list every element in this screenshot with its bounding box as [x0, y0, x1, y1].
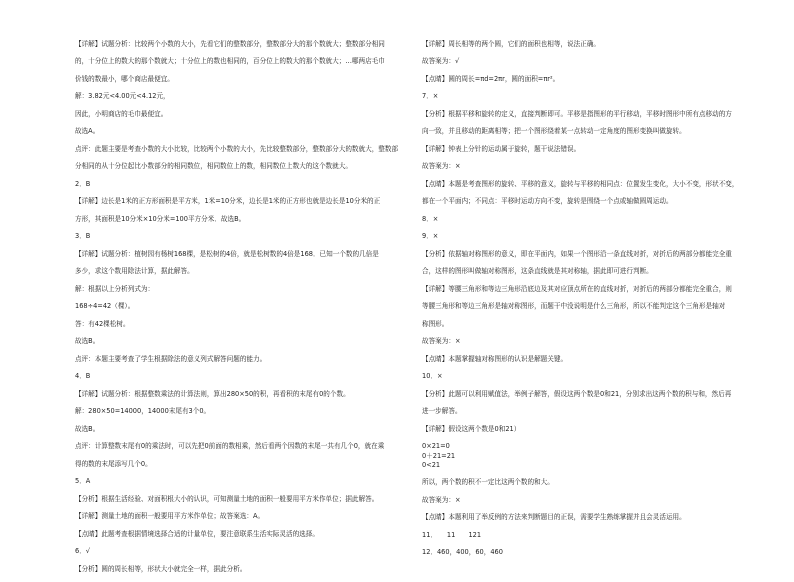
text-line: 都在一个平面内；不同点：平移时运动方向不变，旋转是围绕一个点或轴做圆周运动。: [422, 197, 673, 206]
text-line: 6．√: [75, 547, 90, 556]
text-line: 7．×: [422, 92, 439, 101]
text-line: 点评：计算整数末尾有0的乘法时，可以先把0前面的数相乘，然后看两个因数的末尾一共有几个0，就在乘: [75, 442, 385, 451]
text-line: 【点睛】此题考查根据情境选择合适的计量单位，要注意联系生活实际灵活的选择。: [75, 529, 319, 538]
text-line: 因此，小明商店的毛巾最便宜。: [75, 109, 168, 118]
right-column: [422, 40, 762, 566]
text-line: 向一致，并且移动的距离相等；把一个图形绕着某一点转动一定角度的图形变换叫做旋转。: [422, 127, 686, 136]
text-line: 故答案为：×: [422, 162, 461, 171]
text-line: 方形，其面积是10分米×10分米=100平方分米．故选B。: [75, 214, 246, 223]
text-line: 点评：此题主要是考查小数的大小比较，比较两个小数的大小，先比较整数部分，整数部分大的数就大，整数部: [75, 144, 399, 153]
text-line: 解：根据以上分析列式为：: [75, 284, 155, 293]
text-line: 【分析】根据生活经验、对面积根大小的认识，可知测量土地的面积一般要用平方米作单位；据此解答。: [75, 494, 379, 503]
text-line: 10．×: [422, 372, 443, 381]
text-line: 【点睛】本题掌握轴对称图形的认识是解题关键。: [422, 354, 568, 363]
text-line: 故选B。: [75, 424, 100, 433]
text-line: 故选B。: [75, 337, 100, 346]
text-line: 【详解】周长相等的两个圆，它们的面积也相等，说法正确。: [422, 40, 601, 48]
text-line: 【详解】假设这两个数是0和21）: [422, 424, 521, 433]
text-line: 解：280×50=14000，14000末尾有3个0。: [75, 407, 211, 416]
text-line: 【详解】试题分析：植树园有杨树168棵，是松树的4倍，就是松树数的4倍是168．已知一个数的几倍是: [75, 249, 379, 258]
text-line: 【详解】钟表上分针的运动属于旋转，题干说法错误。: [422, 144, 581, 153]
text-line: 2．B: [75, 179, 91, 188]
text-line: 【详解】试题分析：根据整数乘法的计算法则，算出280×50的积，再看积的末尾有0的个数。: [75, 389, 350, 398]
text-line: 故答案为：√: [422, 57, 460, 66]
text-line: 的，十分位上的数大的那个数就大；十分位上的数也相同的，百分位上的数大的那个数就大；…哪两店毛巾: [75, 57, 385, 66]
text-line: 11． 11 121: [422, 530, 482, 539]
text-line: 答：有42棵松树。: [75, 319, 130, 328]
text-line: 168÷4=42（棵）。: [75, 302, 135, 311]
text-line: 【点睛】圆的周长=πd=2πr，圆的面积=πr²。: [422, 74, 560, 83]
text-line: 解：3.82元<4.00元<4.12元，: [75, 92, 170, 101]
text-line: 4．B: [75, 372, 91, 381]
text-line: 3．B: [75, 232, 91, 241]
text-line: 故选A。: [75, 127, 100, 136]
text-line: 分相同的从十分位起比小数部分的相同数位，相同数位上的数，相同数位上数大的这个数就大。: [75, 162, 352, 171]
text-line: 【分析】圆的周长相等，形状大小就完全一样，据此分析。: [75, 564, 247, 573]
text-line: 12．460，400，60，460: [422, 548, 503, 557]
text-line: 等腰三角形和等边三角形是轴对称图形，而题干中没说明是什么三角形，所以不能判定这个三角形是轴对: [422, 302, 726, 311]
text-line: 【详解】试题分析：比较两个小数的大小，先看它们的整数部分，整数部分大的那个数就大；整数部分相同: [75, 40, 385, 48]
text-line: 【详解】测量土地的面积一般要用平方米作单位；故答案选：A。: [75, 512, 265, 521]
text-line: 【详解】边长是1米的正方形面积是平方米，1米=10分米，边长是1米的正方形也就是边长是10分米的正: [75, 197, 381, 206]
text-line: 进一步解答。: [422, 407, 462, 416]
text-line: 8．×: [422, 214, 439, 223]
text-line: 得的数的末尾添写几个0。: [75, 459, 152, 468]
text-line: 5．A: [75, 477, 91, 486]
text-line: 【分析】根据平移和旋转的定义，直接判断即可。平移是指图形的平行移动，平移时图形中所有点移动的方: [422, 109, 732, 118]
text-line: 【点睛】本题利用了举反例的方法来判断题目的正误，需要学生熟练掌握并且会灵活运用。: [422, 513, 686, 522]
text-line: 价钱的数最小，哪个商店最便宜。: [75, 74, 174, 83]
text-line: 合，这样的图形叫做轴对称图形，这条直线就是其对称轴，据此即可进行判断。: [422, 267, 653, 276]
text-line: 【点睛】本题是考查图形的旋转、平移的意义，旋转与平移的相同点：位置发生变化，大小不变，形状不变，: [422, 179, 739, 188]
left-column: [75, 40, 410, 582]
text-line: 多少，求这个数用除法计算，据此解答。: [75, 267, 194, 276]
text-line: 9．×: [422, 232, 439, 241]
text-line: 0＋21=21: [422, 451, 456, 460]
text-line: 点评：本题主要考查了学生根据除法的意义列式解答问题的能力。: [75, 354, 267, 363]
text-line: 称图形。: [422, 319, 449, 328]
text-line: 【详解】等腰三角形和等边三角形沿底边及其对应顶点所在的直线对折，对折后的两部分都能完全重合，则: [422, 284, 732, 293]
text-line: 0×21=0: [422, 442, 450, 451]
text-line: 【分析】依据轴对称图形的意义，即在平面内，如果一个图形沿一条直线对折，对折后的两部分都能完全重: [422, 249, 732, 258]
text-line: 故答案为：×: [422, 337, 461, 346]
text-line: 故答案为：×: [422, 495, 461, 504]
text-line: 所以，两个数的积不一定比这两个数的和大。: [422, 478, 554, 487]
text-line: 0<21: [422, 460, 441, 469]
text-line: 【分析】此题可以利用赋值法，举例子解答，假设这两个数是0和21，分别求出这两个数的积与和，然后再: [422, 389, 732, 398]
